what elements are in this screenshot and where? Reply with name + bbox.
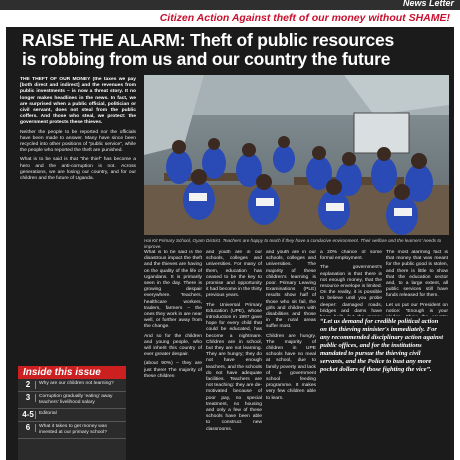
inside-this-issue-title: Inside this issue bbox=[18, 366, 126, 379]
column-1-para-3: What is to be said is that “the thief” has become a hero and the anti-corruption is not. Across generations, we are losing our country, and for our children and the future of Uganda. bbox=[20, 157, 136, 182]
column-2-para-2: And so for the children and young people, who will inherit this country of ever greater despair. bbox=[144, 333, 202, 358]
issue-item[interactable] bbox=[18, 379, 126, 392]
issue-item[interactable] bbox=[18, 392, 126, 409]
issue-item-title: Editorial bbox=[39, 411, 57, 416]
column-3-para-2: The Universal Primary Education (UPE), whose introduction in 1997 gave hope for every child that could be educated, has become a nightmare. Children are in school, but they are not learning. They are hungry; they do not have enough teachers, and the schools do not have adequate facilities. Teachers are not teaching: they are de-motivated because of poor pay, no special treatment, no housing and only a few of these schools have been able to construct new classrooms. bbox=[206, 302, 262, 432]
article-column-6 bbox=[386, 250, 448, 316]
inside-this-issue-box bbox=[18, 366, 126, 460]
article-column-3 bbox=[206, 250, 262, 460]
column-6-para-1: The most alarming fact is that money that was meant for the public good is stolen, and there is little to show that the education sector and, to a large extent, all public services still have funds released for them. bbox=[386, 250, 448, 299]
headline-line-2: is robbing from us and our country the future bbox=[22, 48, 391, 69]
top-bar bbox=[0, 0, 460, 10]
column-6-para-2: Let us put our President on notice: “Enough is your bbox=[386, 302, 448, 314]
issue-item-page: 2 bbox=[21, 381, 36, 389]
column-3-para-1: and youth are in our schools, colleges and universities. For many of them, education has ceased to be the key to promise and opportunity it had become in the thirty previous years. bbox=[206, 250, 262, 299]
tagline: Citizen Action Against theft of our money without SHAME! bbox=[159, 12, 450, 24]
issue-item-page: 3 bbox=[21, 394, 36, 402]
issue-item-page: 4-5 bbox=[21, 411, 36, 419]
article-column-4 bbox=[266, 250, 316, 460]
photo-caption: Hai Kit Primary School, Oyam District. Teachers are happy to teach if they have a conducive environment. Their welfare and the learners' needs to improve. bbox=[144, 238, 442, 249]
issue-item-title: Corruption gradually ‘eating’ away teachers’ livelihood salary bbox=[39, 394, 113, 405]
newsletter-label: News Letter bbox=[402, 0, 454, 8]
issue-item-page: 6 bbox=[21, 424, 36, 432]
column-1-para-2: Neither the people to be reported nor the officials have been made to answer. Many have since been recycled into other positions of “public service”, while the people who reported the theft are punished. bbox=[20, 129, 136, 154]
issue-item[interactable] bbox=[18, 409, 126, 422]
column-5-para-1: a 20% chance of some formal employment. bbox=[320, 250, 382, 262]
issue-item-title: What it takes to get money was invested at our primary school? bbox=[39, 424, 107, 435]
headline bbox=[22, 31, 452, 68]
classroom-photo-image bbox=[144, 75, 449, 235]
article-column-2 bbox=[144, 250, 202, 460]
article-column-5 bbox=[320, 250, 382, 316]
column-2-para-1: What is to be said is the disastrous impact the theft and the thieves are having on the quality of the life of Ugandans. It is primarily seen in the day. There is growing despair everywhere. Teachers, healthcare workers, traders, farmers – the ones they work in are near well, or further away from the change. bbox=[144, 250, 202, 330]
column-1-para-1: THE THEFT OF OUR MONEY (the taxes we pay [both direct and indirect] and the revenues from public investments – is now a threat story. It no longer makes headlines in the news. In fact, we are surprised when a public official, politician or civil servant, does not steal from the public coffers. And those who steal, we protect: the government protects these thieves. bbox=[20, 77, 136, 126]
pull-quote: “Let us demand for credible political action on the thieving minister's immediately. For any recommended disciplinary action against public offices, and for the institutions mandated to pursue the thieving civil servants, and the Police to bust any more pocket dollars of those fighting the vice”. bbox=[320, 318, 444, 373]
issue-item-title: Why are our children not learning? bbox=[39, 381, 114, 386]
classroom-photo bbox=[144, 75, 449, 235]
column-4-para-2: Children are hungry. The majority of children in UPE schools have no meal at school, due to family poverty and lack of a government school feeding programme. It makes very few children able to learn. bbox=[266, 333, 316, 401]
article-column-1 bbox=[20, 77, 136, 363]
column-5-para-2: The government’s explanation is that there is not enough money, that the resource envelope is limited. On the reality, it is possible to believe until you probe deeper: damaged roads, bridges and dams have bbox=[320, 265, 382, 314]
issue-item[interactable] bbox=[18, 422, 126, 439]
column-4-para-1: and youth are in our schools, colleges and universities. The majority of these children’s learning is poor. Primary Leaving Examinations (PLE) results show half of those who sit fail, the girls and children with disabilities and those in the rural areas suffer most. bbox=[266, 250, 316, 330]
headline-line-1: RAISE THE ALARM: Theft of public resources bbox=[22, 30, 395, 50]
column-2-para-3: (about 90%) – they are just there! The majority of these children bbox=[144, 361, 202, 379]
